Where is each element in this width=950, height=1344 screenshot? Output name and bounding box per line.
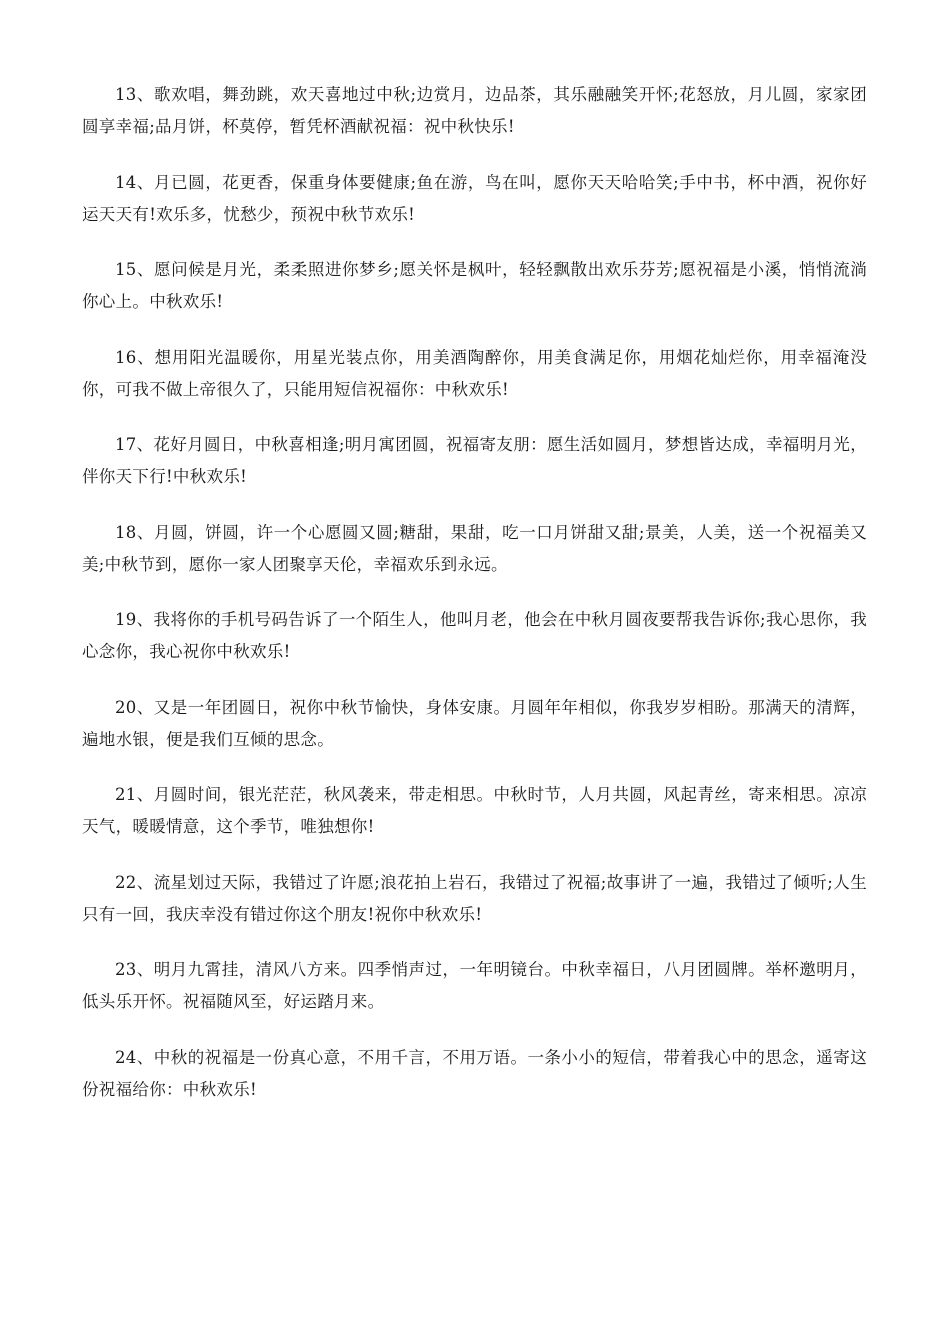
paragraph-14: 14、月已圆，花更香，保重身体要健康;鱼在游，鸟在叫，愿你天天哈哈笑;手中书，杯中酒，祝你好运天天有!欢乐多，忧愁少，预祝中秋节欢乐!	[82, 172, 867, 224]
paragraph-13: 13、歌欢唱，舞劲跳，欢天喜地过中秋;边赏月，边品茶，其乐融融笑开怀;花怒放，月儿圆，家家团圆享幸福;品月饼，杯莫停，暂凭杯酒献祝福：祝中秋快乐!	[82, 85, 867, 136]
paragraph-22: 22、流星划过天际，我错过了许愿;浪花拍上岩石，我错过了祝福;故事讲了一遍，我错过了倾听;人生只有一回，我庆幸没有错过你这个朋友!祝你中秋欢乐!	[82, 872, 867, 924]
paragraph-19: 19、我将你的手机号码告诉了一个陌生人，他叫月老，他会在中秋月圆夜要帮我告诉你;我心思你，我心念你，我心祝你中秋欢乐!	[82, 610, 867, 661]
paragraph-16: 16、想用阳光温暖你，用星光装点你，用美酒陶醉你，用美食满足你，用烟花灿烂你，用幸福淹没你，可我不做上帝很久了，只能用短信祝福你：中秋欢乐!	[82, 347, 867, 399]
document-body	[82, 79, 867, 1129]
paragraph-21: 21、月圆时间，银光茫茫，秋风袭来，带走相思。中秋时节，人月共圆，风起青丝，寄来相思。凉凉天气，暖暖情意，这个季节，唯独想你!	[82, 785, 867, 836]
paragraph-17: 17、花好月圆日，中秋喜相逢;明月寓团圆，祝福寄友朋：愿生活如圆月，梦想皆达成，幸福明月光，伴你天下行!中秋欢乐!	[82, 435, 867, 486]
paragraph-24: 24、中秋的祝福是一份真心意，不用千言，不用万语。一条小小的短信，带着我心中的思念，遥寄这份祝福给你：中秋欢乐!	[82, 1047, 867, 1099]
paragraph-15: 15、愿问候是月光，柔柔照进你梦乡;愿关怀是枫叶，轻轻飘散出欢乐芬芳;愿祝福是小溪，悄悄流淌你心上。中秋欢乐!	[82, 260, 867, 311]
paragraph-20: 20、又是一年团圆日，祝你中秋节愉快，身体安康。月圆年年相似，你我岁岁相盼。那满天的清辉，遍地水银，便是我们互倾的思念。	[82, 697, 867, 749]
paragraph-23: 23、明月九霄挂，清风八方来。四季悄声过，一年明镜台。中秋幸福日，八月团圆牌。举杯邀明月，低头乐开怀。祝福随风至，好运踏月来。	[82, 960, 867, 1011]
paragraph-18: 18、月圆，饼圆，许一个心愿圆又圆;糖甜，果甜，吃一口月饼甜又甜;景美，人美，送一个祝福美又美;中秋节到，愿你一家人团聚享天伦，幸福欢乐到永远。	[82, 522, 867, 574]
